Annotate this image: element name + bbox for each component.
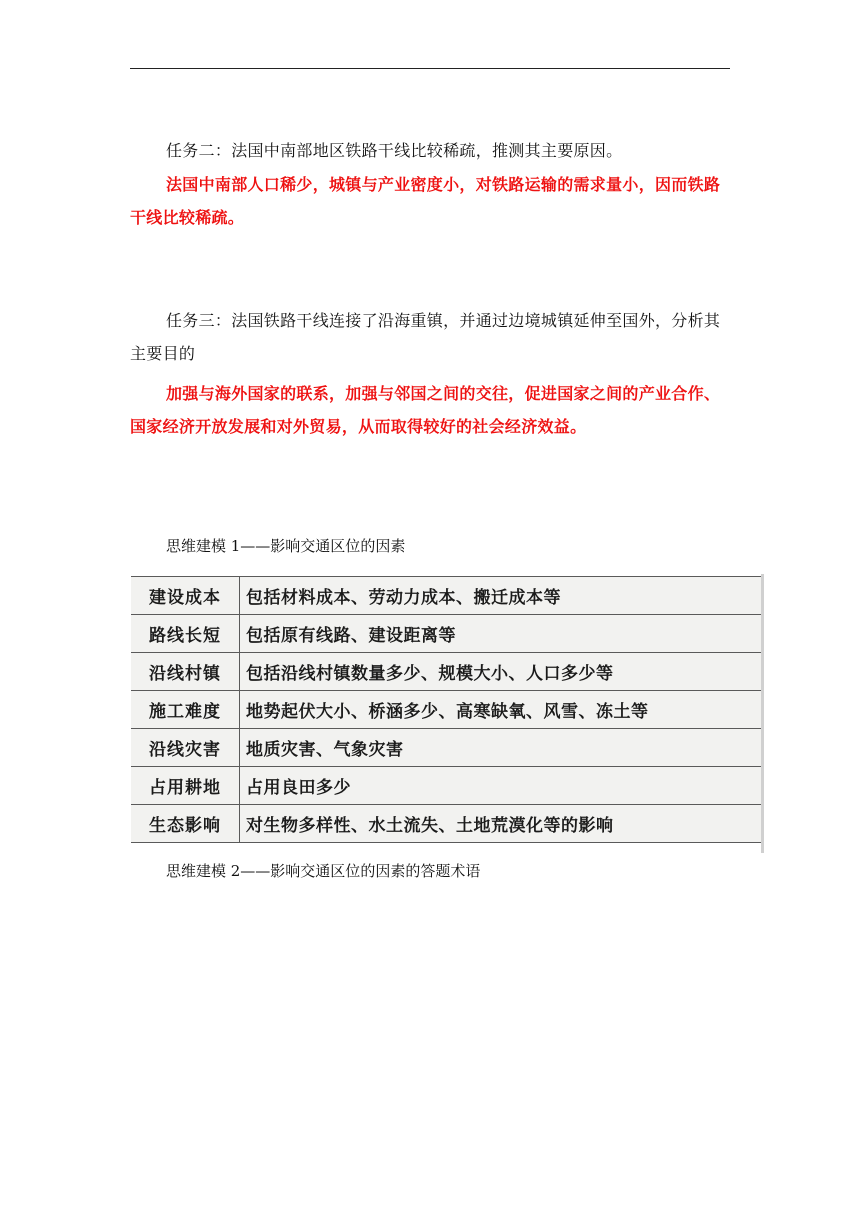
- table-row: [131, 653, 763, 691]
- factor-detail: 包括沿线村镇数量多少、规模大小、人口多少等: [240, 653, 764, 691]
- factor-name: 占用耕地: [131, 767, 240, 805]
- factor-detail: 对生物多样性、水土流失、土地荒漠化等的影响: [240, 805, 764, 843]
- factor-name: 沿线村镇: [131, 653, 240, 691]
- model2-caption: 思维建模 2——影响交通区位的因素的答题术语: [166, 862, 481, 880]
- factor-detail: 包括原有线路、建设距离等: [240, 615, 764, 653]
- task3-answer: 加强与海外国家的联系，加强与邻国之间的交往，促进国家之间的产业合作、国家经济开放发展和对外贸易，从而取得较好的社会经济效益。: [130, 384, 721, 436]
- table-row: [131, 577, 763, 615]
- table-row: [131, 691, 763, 729]
- factor-name: 建设成本: [131, 577, 240, 615]
- factor-table: [131, 576, 763, 843]
- table-row: [131, 767, 763, 805]
- table-row: [131, 729, 763, 767]
- factor-name: 路线长短: [131, 615, 240, 653]
- factor-detail: 占用良田多少: [240, 767, 764, 805]
- factor-detail: 地质灾害、气象灾害: [240, 729, 764, 767]
- task2-question: 任务二：法国中南部地区铁路干线比较稀疏，推测其主要原因。: [166, 141, 623, 160]
- table-row: [131, 805, 763, 843]
- task3-question: 任务三：法国铁路干线连接了沿海重镇，并通过边境城镇延伸至国外，分析其主要目的: [130, 311, 721, 363]
- factor-detail: 包括材料成本、劳动力成本、搬迁成本等: [240, 577, 764, 615]
- factor-detail: 地势起伏大小、桥涵多少、高寒缺氧、风雪、冻土等: [240, 691, 764, 729]
- factor-name: 生态影响: [131, 805, 240, 843]
- table-row: [131, 615, 763, 653]
- factor-name: 施工难度: [131, 691, 240, 729]
- task2-answer: 法国中南部人口稀少，城镇与产业密度小，对铁路运输的需求量小，因而铁路干线比较稀疏。: [130, 175, 721, 227]
- table-shadow-edge: [761, 574, 764, 853]
- model1-caption: 思维建模 1——影响交通区位的因素: [166, 537, 406, 555]
- header-rule: [130, 68, 730, 69]
- factor-name: 沿线灾害: [131, 729, 240, 767]
